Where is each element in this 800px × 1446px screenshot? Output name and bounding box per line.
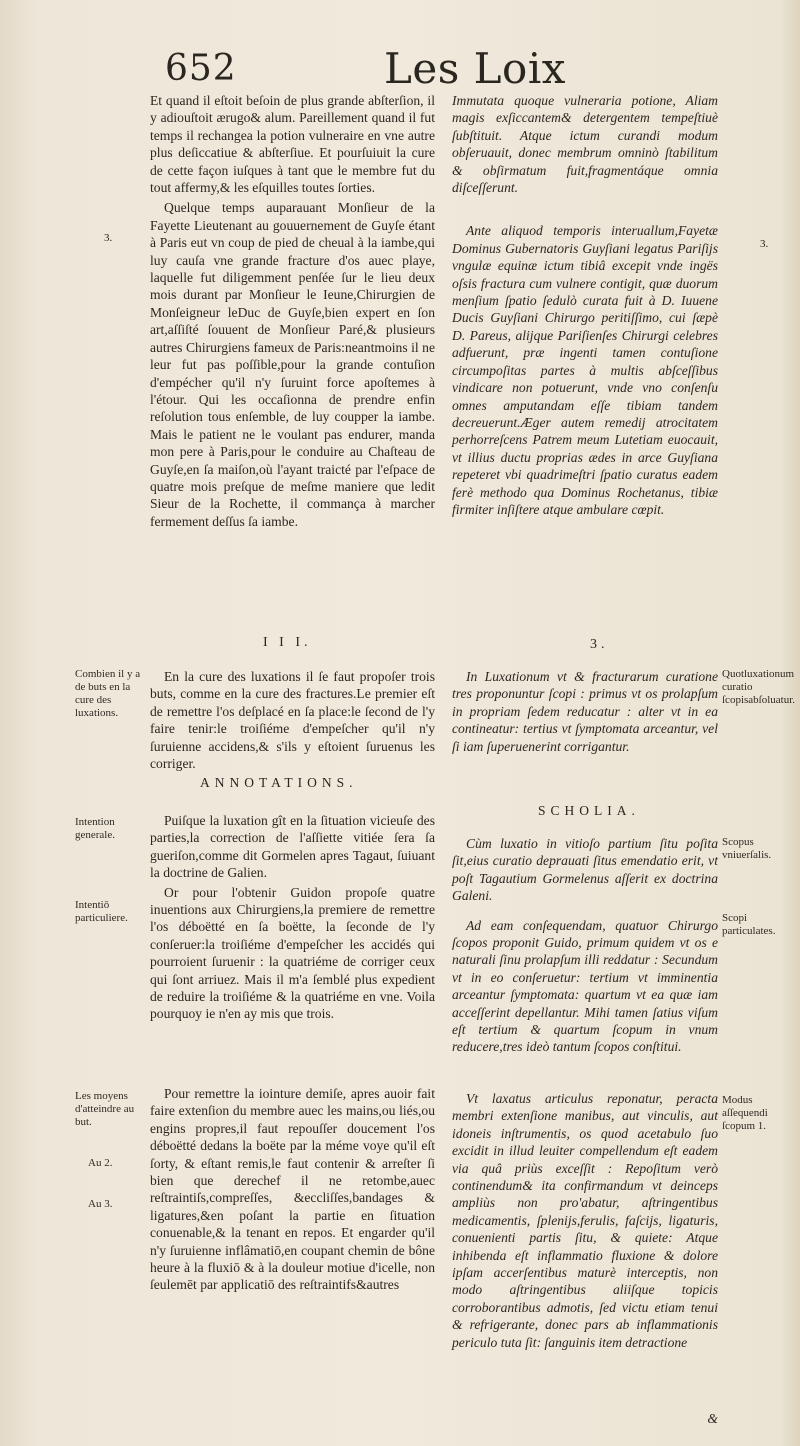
- french-paragraph-5: Or pour l'obtenir Guidon propoſe quatre inuentions aux Chirurgiens,la premiere de remettre l'os déboëtté en ſa boëtte, la ſeconde de l'y conſeruer:la troiſiéme d'empeſcher les accidés qui pourroient ſuruenir : la quatriéme de corriger ceux qui ſont arriuez. Mais il m'a ſemblé plus expedient de reduire la troiſiéme & la quatriéme en vne. Voila pourquoy ie n'en ay mis que trois.: [150, 884, 435, 1022]
- margin-number-right: 3.: [760, 238, 769, 250]
- page-number: 652: [165, 48, 237, 89]
- latin-paragraph-4: Cùm luxatio in vitioſo partium ſitu poſita ſit,eius curatio deprauati ſitus emendatio erit, vt poſt Tagautium Gormelenus aſſerit ex doctrina Galeni.: [452, 836, 718, 904]
- french-paragraph-4: Puiſque la luxation gît en la ſituation vicieuſe des parties,la correction de l'aſſiette vitiée ſera ſa gueriſon,comme dit Gormelen apres Tagaut, ſuiuant la doctrine de Galien.: [150, 813, 435, 881]
- margin-note-au-3: Au 3.: [88, 1198, 113, 1210]
- margin-note-buts: Combien il y a de buts en la cure des luxations.: [75, 668, 141, 719]
- margin-note-quot-luxationum: Quotluxationum curatio ſcopisabſoluatur.: [722, 668, 796, 706]
- french-paragraph-2: Quelque temps auparauant Monſieur de la Fayette Lieutenant au gouuernement de Guyſe étant à Paris eut vn coup de pied de cheual à la iambe,qui luy cauſa vne grande fracture d'os auec playe, laquelle fut diligemment penſée ſur le lieu deux mois durant par Monſieur le Ieune,Chirurgien de Monſeigneur leDuc de Guyſe,bien expert en ſon art,aſſiſté ſouuent de Monſieur Paré,& plusieurs autres Chirurgiens fameux de Paris:neantmoins il ne leur fut pas poſſible,pour la grande contuſion d'empécher qu'il n'y ſuruint force apoſtemes à l'étour. Qui les occaſionna de prendre enfin reſolution tous enſemble, de luy coupper la iambe. Mais le patient ne le voulant pas endurer, manda mon pere à Paris,pour le conduire au Chaſteau de Guyſe,en ſa maiſon,où l'ayant traicté par l'eſpace de quatre mois preſque de meſme maniere que ledit Sieur de la Rochette, il commança à marcher fermement deſſus ſa iambe.: [150, 200, 435, 529]
- scholia-heading: SCHOLIA.: [538, 803, 640, 818]
- latin-paragraph-5: Ad eam conſequendam, quatuor Chirurgo ſcopos proponit Guido, primum quidem vt os e naturali ſinu prolapſum illi reddatur : Secundum vt in eo conſeruetur: tertium vt imminentia arceantur ſymptomata: quartum vt ea quæ iam acceſſerint depellantur. Mihi tamen ſatius viſum eſt tertium & quartum ſcopum in vnum reducere,tres ideò tantum ſcopos conſtitui.: [452, 917, 718, 1055]
- french-column: [150, 92, 435, 530]
- latin-column-part-2: [452, 668, 718, 755]
- french-paragraph-3: En la cure des luxations il ſe faut propoſer trois buts, comme en la cure des fractures.Le premier eſt de remettre l'os deſplacé en ſa place:le ſecond de l'y faire tenir:le troiſiéme d'empeſcher qu'il n'y ſuruienne accidens,& s'ils y eſtoient ſuruenus les corriger.: [150, 669, 435, 772]
- latin-paragraph-3: In Luxationum vt & fracturarum curatione tres proponuntur ſcopi : primus vt os prolapſum in propriam ſedem reducatur : alter vt in ea contineatur: tertius vt ſymptomata arceantur, vel ſi iam ſuperuenerint corrigantur.: [452, 669, 718, 754]
- latin-paragraph-2: Ante aliquod temporis interuallum,Fayetæ Dominus Gubernatoris Guyſiani legatus Pariſijs vngulæ equinæ ictum tibiâ excepit vnde ingës oſsis fractura cum vulnere contigit, quæ duorum menſium ſpatio ſedulò curata fuit à D. Iuuene Ducis Guyſiani Chirurgo peritiſſimo, cui ſæpè D. Pareus, alijque Pariſienſes Chirurgi celebres adfuerunt, præ ingenti tamen contuſione circumpoſitas partes à multis abſceſſibus vindicare non potuerunt, vnde vno conſenſu omnes amputandam eſſe tibiam tandem decreuerunt.Æger autem remedij atrocitatem perhorreſcens Patrem meum Lutetiam euocauit, vt illius ductu proprias ædes in arce Guyſiana repeteret vbi quadrimeſtri ſpatio curatus eadem ferè methodo qua Dominus Rochetanus, tibiæ firmiter inſiſtere atque ambulare cœpit.: [452, 223, 718, 517]
- section-heading-iii: I I I.: [263, 635, 312, 650]
- section-heading-3: 3.: [590, 637, 609, 652]
- page-header: [0, 40, 800, 96]
- latin-column-part-3: [452, 835, 718, 1056]
- margin-note-modus: Modus aſſequendi ſcopum 1.: [722, 1094, 768, 1132]
- french-column-part-2: [150, 668, 435, 772]
- french-column-part-3: [150, 812, 435, 1023]
- french-column-part-4: [150, 1085, 435, 1294]
- margin-note-intention-particuliere: Intentiō particuliere.: [75, 899, 128, 924]
- catchword: &: [707, 1411, 718, 1426]
- latin-paragraph-1: Immutata quoque vulneraria potione, Aliam magis exſiccantem& detergentem tempeſtiuè ſubſtituit. Atque ictum curandi modum obſeruauit, donec membrum omninò ſtabilitum & obſirmatum fuit,fragmentáque omnia diſceſſerunt.: [452, 93, 718, 196]
- margin-note-moyens: Les moyens d'atteindre au but.: [75, 1090, 135, 1128]
- latin-column-part-4: [452, 1090, 718, 1351]
- margin-note-intention-generale: Intention generale.: [75, 816, 115, 841]
- margin-number-left: 3.: [104, 232, 113, 244]
- annotations-heading: ANNOTATIONS.: [200, 775, 358, 790]
- margin-note-au-2: Au 2.: [88, 1157, 113, 1169]
- running-title: Les Loix: [384, 44, 566, 93]
- latin-column: [452, 92, 718, 518]
- latin-paragraph-6: Vt laxatus articulus reponatur, peracta membri extenſione manibus, aut vinculis, aut idoneis inſtrumentis, os quod acetabulo ſuo excidit in illud leuiter compellendum eſt eadem via quâ priùs exceſſit : Repoſitum verò continendum& ita confirmandum vt deinceps ampliùs non pro'abatur, aſtringentibus medicamentis, ſplenijs,ferulis, faſcijs, ligaturis, conuenienti partis ſitu, & quiete: Atque inhibenda eſt inflammatio fluxione & dolore ipſam accerſentibus maturè interceptis, non modo aſtringentibus aliiſque topicis corroborantibus admotis, ſed victu etiam tenui & refrigerante, donec pars ab inflammationis periculo tuta ſit: ſanguinis item detractione: [452, 1091, 718, 1350]
- margin-note-scopus-universalis: Scopus vniuerſalis.: [722, 836, 772, 861]
- french-paragraph-6: Pour remettre la iointure demiſe, apres auoir fait faire extenſion du membre auec les mains,ou liés,ou engins propres,il faut repouſſer doucement l'os déboëtté dedans la boëte par la méme voye qu'il eſt ſorty, & eſtant remis,le faut contenir & arreſter ſi bien que derechef il ne retombe,auec reſtraintiſs,compreſſes, &eccliſſes,bandages & ligatures,&en poſant la partie en ſituation conuenable,& la tenant en repos. Et engarder qu'il n'y ſuruienne inflâmatiō,en coupant chemin de bône heure à la fluxiō & à la douleur motiue d'icelle, non ſeulemēt par applicatiō des reſtraintifs&autres: [150, 1086, 435, 1293]
- french-paragraph-1: Et quand il eſtoit beſoin de plus grande abſterſion, il y adiouſtoit ærugo& alum. Pareillement quand il fut temps il rechangea la potion vulneraire en vne autre plus deſiccatiue & abſterſiue. Et pourſuiuit la cure de cette façon iuſques à tant que le membre fut du tout affermy,& les eſquilles toutes ſorties.: [150, 93, 435, 196]
- margin-note-scopi-particulares: Scopi particulates.: [722, 912, 776, 937]
